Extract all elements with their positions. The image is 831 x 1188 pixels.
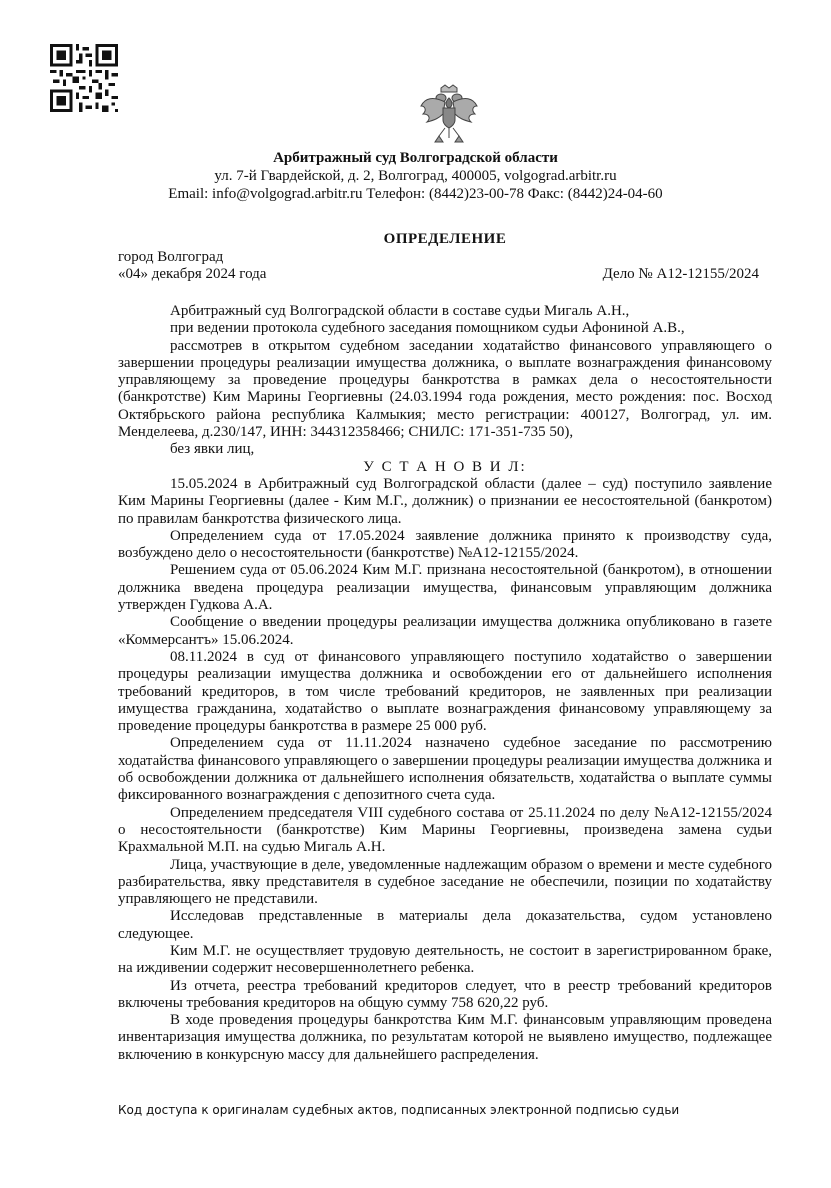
paragraph: рассмотрев в открытом судебном заседании ходатайство финансового управляющего о завершении процедуры реализации имущества должника, о выплате вознаграждения финансовому управляющему за проведение процедуры банкротства в рамках дела о несостоятельности (банкротстве) Ким Марины Георгиевны (24.03.1994 года рождения, место рождения: пос. Восход Октябрьского района республика Калмыкия; место регистрации: 400127, Волгоград, ул. им. Менделеева, д.230/147, ИНН: 344312358466; СНИЛС: 171-351-735 50), <box>118 337 772 441</box>
court-address: ул. 7-й Гвардейской, д. 2, Волгоград, 400005, volgograd.arbitr.ru <box>214 168 617 184</box>
document-body <box>118 303 772 1064</box>
qr-code-icon <box>50 44 118 112</box>
paragraph: Сообщение о введении процедуры реализации имущества должника опубликовано в газете «Коммерсантъ» 15.06.2024. <box>118 614 772 648</box>
paragraph: 08.11.2024 в суд от финансового управляющего поступило ходатайство о завершении процедуры реализации имущества должника и освобождении его от дальнейшего исполнения требований кредиторов, в том числе требований кредиторов, не заявленных при реализации имущества гражданина, ходатайство о выплате вознаграждения финансовому управляющему за проведение процедуры банкротства в размере 25 000 руб. <box>118 648 772 735</box>
section-heading: У С Т А Н О В И Л: <box>363 458 527 475</box>
paragraph: 15.05.2024 в Арбитражный суд Волгоградской области (далее – суд) поступило заявление Ким Марины Георгиевны (далее - Ким М.Г., должник) о признании ее несостоятельной (банкротом) по правилам банкротства физического лица. <box>118 475 772 527</box>
paragraph: при ведении протокола судебного заседания помощником судьи Афониной А.В., <box>170 320 685 337</box>
case-number: Дело № А12-12155/2024 <box>602 266 759 282</box>
paragraph: Определением суда от 11.11.2024 назначено судебное заседание по рассмотрению ходатайства финансового управляющего о завершении процедуры реализации имущества должника и об освобождении должника от дальнейшего исполнения обязательств, ходатайства о выплате суммы фиксированного вознаграждения с депозитного счета суда. <box>118 735 772 804</box>
coat-of-arms-emblem <box>415 84 483 144</box>
footer-note: Код доступа к оригиналам судебных актов, подписанных электронной подписью судьи <box>118 1103 680 1117</box>
paragraph: Лица, участвующие в деле, уведомленные надлежащим образом о времени и месте судебного разбирательства, явку представителя в судебное заседание не обеспечили, позиции по ходатайству управляющего не представили. <box>118 856 772 908</box>
paragraph: Исследовав представленные в материалы дела доказательства, судом установлено следующее. <box>118 908 772 942</box>
paragraph: Ким М.Г. не осуществляет трудовую деятельность, не состоит в зарегистрированном браке, на иждивении содержит несовершеннолетнего ребенка. <box>118 942 772 977</box>
paragraph: Определением суда от 17.05.2024 заявление должника принято к производству суда, возбуждено дело о несостоятельности (банкротстве) №А12-12155/2024. <box>118 527 772 562</box>
court-name: Арбитражный суд Волгоградской области <box>273 150 558 166</box>
court-contacts: Email: info@volgograd.arbitr.ru Телефон: (8442)23-00-78 Факс: (8442)24-04-60 <box>168 186 663 202</box>
paragraph: В ходе проведения процедуры банкротства Ким М.Г. финансовым управляющим проведена инвентаризация имущества должника, по результатам которой не выявлено имущество, подлежащее включению в конкурсную массу для дальнейшего распределения. <box>118 1012 772 1063</box>
paragraph: без явки лиц, <box>170 441 255 458</box>
paragraph: Решением суда от 05.06.2024 Ким М.Г. признана несостоятельной (банкротом), в отношении должника введена процедура реализации имущества, финансовым управляющим должника утвержден Гудкова А.А. <box>118 562 772 614</box>
paragraph: Из отчета, реестра требований кредиторов следует, что в реестр требований кредиторов включены требования кредиторов на общую сумму 758 620,22 руб. <box>118 977 772 1011</box>
paragraph: Арбитражный суд Волгоградской области в составе судьи Мигаль А.Н., <box>170 303 630 319</box>
document-city: город Волгоград <box>118 249 224 265</box>
document-date: «04» декабря 2024 года <box>118 266 267 282</box>
document-title: ОПРЕДЕЛЕНИЕ <box>383 231 507 247</box>
paragraph: Определением председателя VIII судебного состава от 25.11.2024 по делу №А12-12155/2024 о несостоятельности (банкротстве) Ким Марины Георгиевны, произведена замена судьи Крахмальной М.П. на судью Мигаль А.Н. <box>118 804 772 856</box>
